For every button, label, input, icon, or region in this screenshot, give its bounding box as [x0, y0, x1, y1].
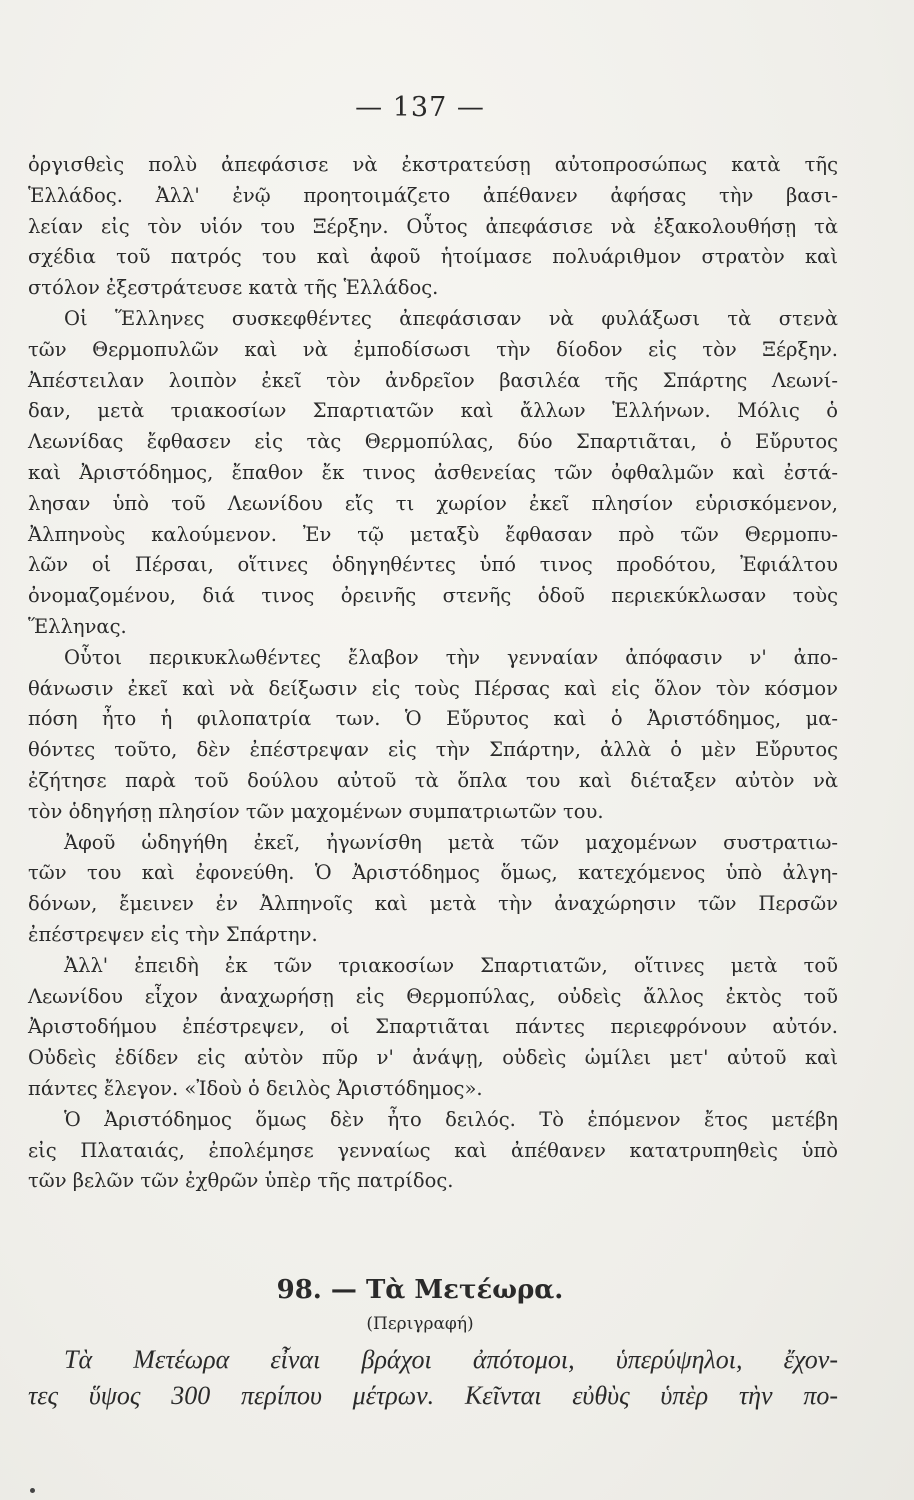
- text-line: λησαν ὑπὸ τοῦ Λεωνίδου εἴς τι χωρίον ἐκεῖ πλησίον εὑρισκόμενον,: [28, 491, 838, 515]
- text-line: δόνων, ἔμεινεν ἐν Ἀλπηνοῖς καὶ μετὰ τὴν ἀναχώρησιν τῶν Περσῶν: [28, 892, 838, 916]
- section-heading: [0, 1270, 840, 1338]
- text-line: ἐζήτησε παρὰ τοῦ δούλου αὐτοῦ τὰ ὅπλα του καὶ διέταξεν αὐτὸν νὰ: [28, 768, 838, 792]
- text-line: ὀνομαζομένου, διά τινος ὀρεινῆς στενῆς ὁδοῦ περιεκύκλωσαν τοὺς: [28, 584, 838, 608]
- section-subtitle: (Περιγραφή): [366, 1314, 474, 1334]
- text-line: Ἀφοῦ ὡδηγήθη ἐκεῖ, ἠγωνίσθη μετὰ τῶν μαχομένων συστρατιω-: [64, 830, 838, 854]
- ink-dot: [30, 1488, 35, 1493]
- text-line: τῶν Θερμοπυλῶν καὶ νὰ ἐμποδίσωσι τὴν δίοδον εἰς τὸν Ξέρξην.: [28, 337, 838, 361]
- text-line: καὶ Ἀριστόδημος, ἔπαθον ἔκ τινος ἀσθενείας τῶν ὀφθαλμῶν καὶ ἐστά-: [28, 460, 838, 484]
- text-line: πόση ἦτο ἡ φιλοπατρία των. Ὁ Εὔρυτος καὶ ὁ Ἀριστόδημος, μα-: [28, 707, 838, 731]
- text-line: Ὁ Ἀριστόδημος ὅμως δὲν ἦτο δειλός. Τὸ ἑπόμενον ἔτος μετέβη: [64, 1107, 838, 1131]
- text-line: τὸν ὁδηγήσῃ πλησίον τῶν μαχομένων συμπατριωτῶν του.: [28, 799, 604, 823]
- text-line: Οὗτοι περικυκλωθέντες ἔλαβον τὴν γενναίαν ἀπόφασιν ν' ἀπο-: [64, 645, 838, 669]
- text-line: λῶν οἱ Πέρσαι, οἵτινες ὁδηγηθέντες ὑπό τινος προδότου, Ἐφιάλτου: [28, 553, 838, 577]
- text-line: Ἕλληνας.: [28, 614, 127, 638]
- body-text: [28, 150, 838, 1197]
- text-line: λείαν εἰς τὸν υἱόν του Ξέρξην. Οὗτος ἀπεφάσισε νὰ ἐξακολουθήσῃ τὰ: [28, 214, 838, 238]
- text-line: εἰς Πλαταιάς, ἐπολέμησε γενναίως καὶ ἀπέθανεν κατατρυπηθεὶς ὑπὸ: [28, 1138, 838, 1162]
- text-line: στόλον ἐξεστράτευσε κατὰ τῆς Ἑλλάδος.: [28, 276, 439, 300]
- text-line: ὀργισθεὶς πολὺ ἀπεφάσισε νὰ ἐκστρατεύσῃ αὐτοπροσώπως κατὰ τῆς: [28, 153, 838, 176]
- text-line: Ἀριστοδήμου ἐπέστρεψεν, οἱ Σπαρτιᾶται πάντες περιεφρόνουν αὐτόν.: [28, 1015, 838, 1039]
- text-line: Λεωνίδας ἔφθασεν εἰς τὰς Θερμοπύλας, δύο Σπαρτιᾶται, ὁ Εὔρυτος: [28, 430, 838, 454]
- text-line: σχέδια τοῦ πατρός του καὶ ἀφοῦ ἡτοίμασε πολυάριθμον στρατὸν καὶ: [28, 245, 838, 269]
- italic-line: τες ὕψος 300 περίπου μέτρων. Κεῖνται εὐθὺς ὑπὲρ τὴν πο-: [28, 1381, 838, 1410]
- text-line: πάντες ἔλεγον. «Ἰδοὺ ὁ δειλὸς Ἀριστόδημος».: [28, 1076, 483, 1100]
- section-title: 98. — Τὰ Μετέωρα.: [276, 1275, 564, 1305]
- text-line: Οἱ Ἕλληνες συσκεφθέντες ἀπεφάσισαν νὰ φυλάξωσι τὰ στενὰ: [64, 306, 838, 330]
- text-line: Οὐδεὶς ἐδίδεν εἰς αὐτὸν πῦρ ν' ἀνάψῃ, οὐδεὶς ὡμίλει μετ' αὐτοῦ καὶ: [28, 1046, 838, 1070]
- text-line: Ἀλλ' ἐπειδὴ ἐκ τῶν τριακοσίων Σπαρτιατῶν, οἵτινες μετὰ τοῦ: [64, 953, 838, 977]
- text-line: θάνωσιν ἐκεῖ καὶ νὰ δείξωσιν εἰς τοὺς Πέρσας καὶ εἰς ὅλον τὸν κόσμον: [28, 676, 838, 700]
- italic-line: Τὰ Μετέωρα εἶναι βράχοι ἀπότομοι, ὑπερύψηλοι, ἔχον-: [64, 1345, 838, 1374]
- text-line: Ἀλπηνοὺς καλούμενον. Ἐν τῷ μεταξὺ ἔφθασαν πρὸ τῶν Θερμοπυ-: [28, 522, 838, 546]
- text-line: τῶν του καὶ ἐφονεύθη. Ὁ Ἀριστόδημος ὅμως, κατεχόμενος ὑπὸ ἀλγη-: [28, 861, 838, 885]
- text-line: Ἑλλάδος. Ἀλλ' ἐνῷ προητοιμάζετο ἀπέθανεν ἀφήσας τὴν βασι-: [28, 183, 838, 207]
- text-line: Ἀπέστειλαν λοιπὸν ἐκεῖ τὸν ἀνδρεῖον βασιλέα τῆς Σπάρτης Λεωνί-: [28, 368, 838, 392]
- page-number: — 137 —: [355, 92, 485, 123]
- text-line: τῶν βελῶν τῶν ἐχθρῶν ὑπὲρ τῆς πατρίδος.: [28, 1169, 454, 1193]
- italic-passage: [28, 1342, 838, 1414]
- text-line: ἐπέστρεψεν εἰς τὴν Σπάρτην.: [28, 922, 318, 946]
- text-line: δαν, μετὰ τριακοσίων Σπαρτιατῶν καὶ ἄλλων Ἑλλήνων. Μόλις ὁ: [28, 399, 838, 423]
- text-line: Λεωνίδου εἶχον ἀναχωρήσῃ εἰς Θερμοπύλας, οὐδεὶς ἄλλος ἐκτὸς τοῦ: [28, 984, 838, 1008]
- text-line: θόντες τοῦτο, δὲν ἐπέστρεψαν εἰς τὴν Σπάρτην, ἀλλὰ ὁ μὲν Εὔρυτος: [28, 738, 838, 762]
